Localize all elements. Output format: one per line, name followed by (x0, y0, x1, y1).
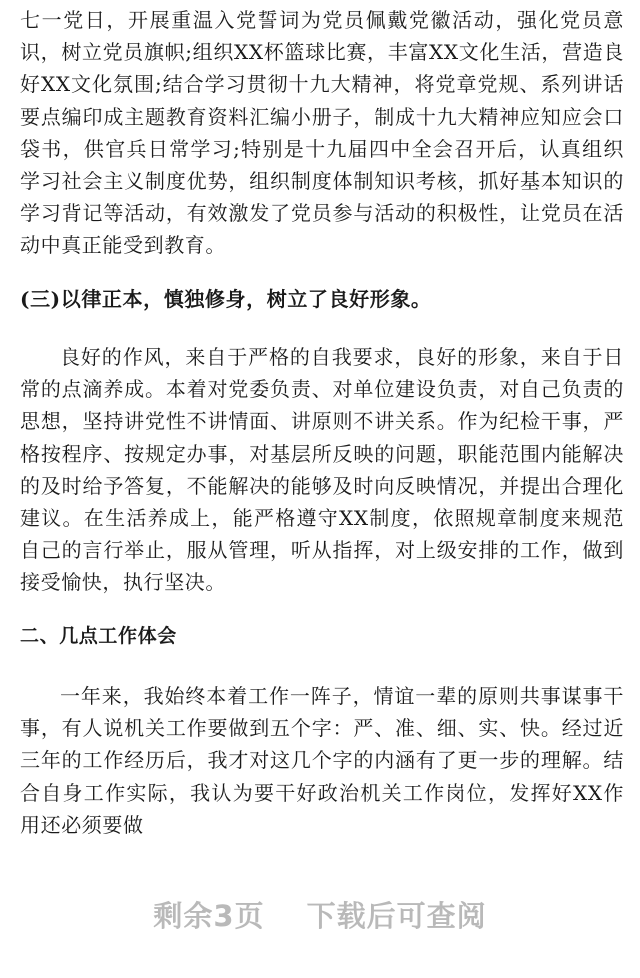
paragraph-good-image: 良好的作风，来自于严格的自我要求，良好的形象，来自于日常的点滴养成。本着对党委负责、对单位建设负责，对自己负责的思想，坚持讲党性不讲情面、讲原则不讲关系。作为纪检干事，严格按程序、按规定办事，对基层所反映的问题，职能范围内能解决的及时给予答复，不能解决的能够及时向反映情况，并提出合理化建议。在生活养成上，能严格遵守XX制度，依照规章制度来规范自己的言行举止，服从管理，听从指挥，对上级安排的工作，做到接受愉快，执行坚决。 (20, 345, 624, 595)
remaining-pages-label[interactable]: 剩余3页 (153, 898, 265, 933)
paragraph-party-activities: 七一党日，开展重温入党誓词为党员佩戴党徽活动，强化党员意识，树立党员旗帜;组织XX杯篮球比赛，丰富XX文化生活，营造良好XX文化氛围;结合学习贯彻十九大精神，将党章党规、系列讲话要点编印成主题教育资料汇编小册子，制成十九大精神应知应会口袋书，供官兵日常学习;特别是十九届四中全会召开后，认真组织学习社会主义制度优势，组织制度体制知识考核，抓好基本知识的学习背记等活动，有效激发了党员参与活动的积极性，让党员在活动中真正能受到教育。 (20, 8, 624, 258)
subheading-discipline: (三)以律正本，慎独修身，树立了良好形象。 (20, 287, 432, 311)
download-banner[interactable] (0, 884, 640, 944)
download-to-view-link[interactable]: 下载后可查阅 (306, 898, 487, 933)
paragraph-work-reflection: 一年来，我始终本着工作一阵子，情谊一辈的原则共事谋事干事，有人说机关工作要做到五个字：严、准、细、实、快。经过近三年的工作经历后，我才对这几个字的内涵有了更一步的理解。结合自身工作实际，我认为要干好政治机关工作岗位，发挥好XX作用还必须要做 (20, 684, 624, 837)
heading-work-experience: 二、几点工作体会 (20, 625, 177, 647)
